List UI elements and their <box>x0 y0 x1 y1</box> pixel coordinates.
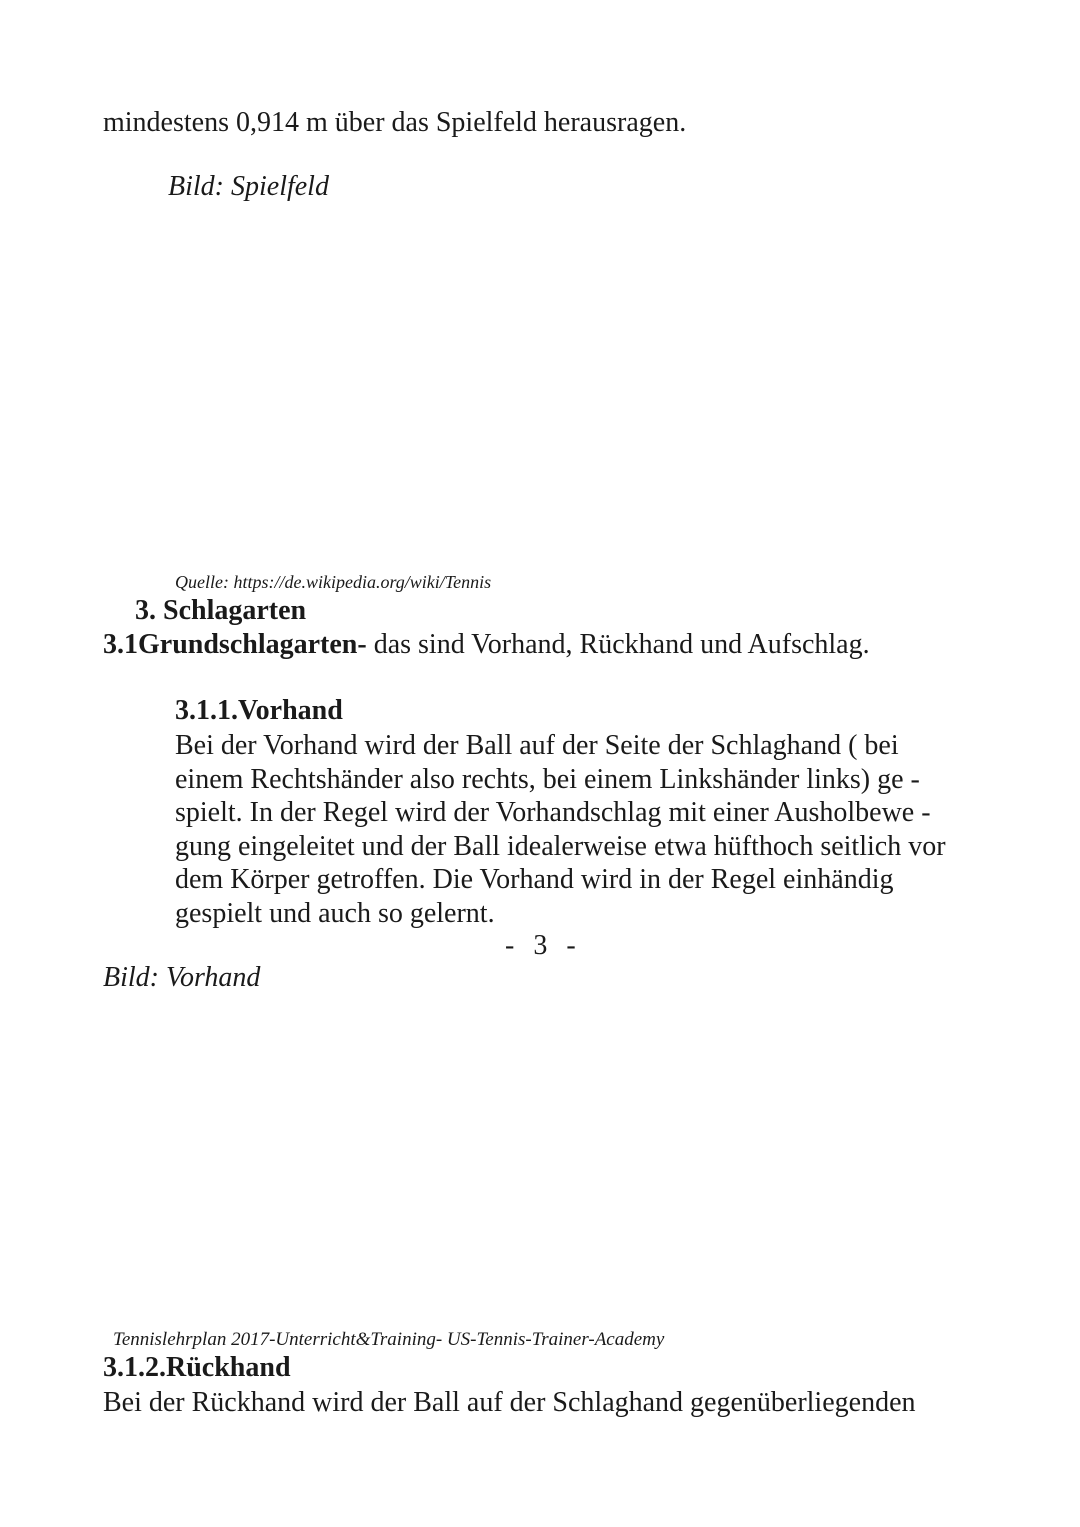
page-number: - 3 - <box>505 930 582 961</box>
footer-title: Tennislehrplan 2017-Unterricht&Training- US-Tennis-Trainer-Academy <box>113 1329 665 1350</box>
paragraph-line: Bei der Vorhand wird der Ball auf der Seite der Schlaghand ( bei <box>175 730 899 761</box>
paragraph-line: spielt. In der Regel wird der Vorhandschlag mit einer Ausholbewe - <box>175 797 931 828</box>
paragraph-line: dem Körper getroffen. Die Vorhand wird in der Regel einhändig <box>175 864 894 895</box>
section-heading-schlagarten: 3. Schlagarten <box>135 595 307 626</box>
figure-caption-vorhand: Bild: Vorhand <box>103 962 261 993</box>
top-text-line: mindestens 0,914 m über das Spielfeld herausragen. <box>103 107 687 138</box>
paragraph-line: gespielt und auch so gelernt. <box>175 897 495 929</box>
heading-number-title: 3.1Grundschlagarten- <box>103 629 367 660</box>
section-heading-rueckhand: 3.1.2.Rückhand <box>103 1352 291 1383</box>
paragraph-line: einem Rechtshänder also rechts, bei einem Linkshänder links) ge - <box>175 763 920 795</box>
heading-description: das sind Vorhand, Rückhand und Aufschlag. <box>366 629 870 660</box>
paragraph-line: gung eingeleitet und der Ball idealerweise etwa hüfthoch seitlich vor <box>175 830 946 862</box>
figure-source: Quelle: https://de.wikipedia.org/wiki/Tennis <box>175 572 492 592</box>
figure-caption-spielfeld: Bild: Spielfeld <box>168 171 329 202</box>
section-heading-grundschlagarten <box>103 628 870 661</box>
section-heading-vorhand: 3.1.1.Vorhand <box>175 695 343 726</box>
vorhand-paragraph <box>175 729 995 930</box>
rueckhand-first-line: Bei der Rückhand wird der Ball auf der Schlaghand gegenüberliegenden <box>103 1387 916 1418</box>
